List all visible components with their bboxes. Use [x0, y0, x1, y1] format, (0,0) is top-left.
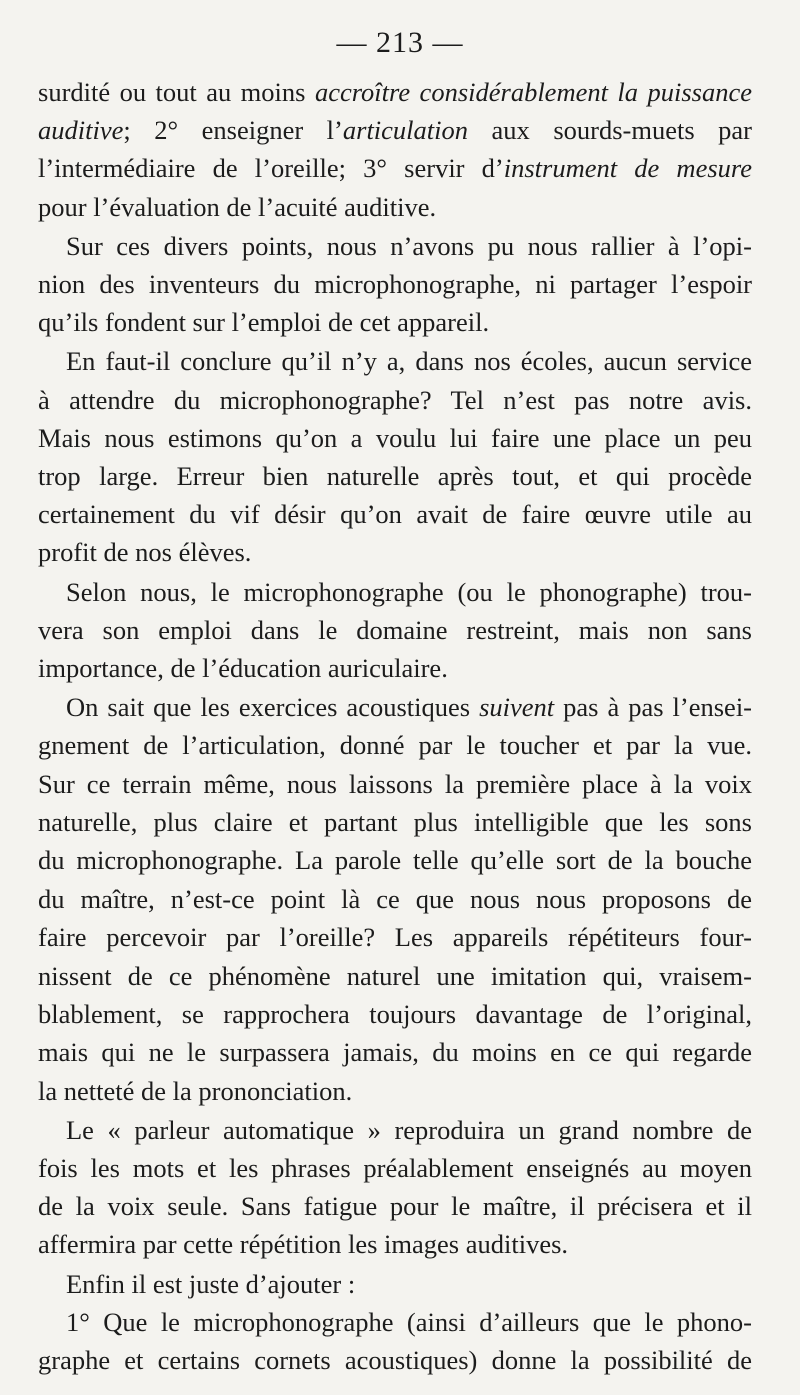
- text-line: qu’ils fondent sur l’emploi de cet appareil.: [38, 307, 490, 337]
- text-line: Selon nous, le microphonographe (ou le phonographe) trou-: [66, 577, 752, 607]
- page-number: — 213 —: [336, 26, 464, 59]
- text-line: à attendre du microphonographe? Tel n’est pas notre avis.: [38, 385, 752, 415]
- text-line: auditive; 2° enseigner l’articulation aux sourds-muets par: [38, 115, 752, 145]
- text-line: importance, de l’éducation auriculaire.: [38, 653, 448, 683]
- text-line: certainement du vif désir qu’on avait de faire œuvre utile au: [38, 499, 752, 529]
- text-line: Enfin il est juste d’ajouter :: [66, 1269, 356, 1299]
- text-line: Le « parleur automatique » reproduira un grand nombre de: [66, 1115, 752, 1145]
- text-line: trop large. Erreur bien naturelle après tout, et qui procède: [38, 461, 752, 491]
- text-line: Mais nous estimons qu’on a voulu lui faire une place un peu: [38, 423, 752, 453]
- text-line: la netteté de la prononciation.: [38, 1076, 353, 1106]
- text-line: affermira par cette répétition les images auditives.: [38, 1229, 569, 1259]
- text-line: On sait que les exercices acoustiques suivent pas à pas l’ensei-: [66, 692, 753, 722]
- text-line: nion des inventeurs du microphonographe, ni partager l’espoir: [38, 269, 752, 299]
- text-line: graphe et certains cornets acoustiques) donne la possibilité de: [38, 1345, 752, 1375]
- text-line: naturelle, plus claire et partant plus intelligible que les sons: [38, 807, 752, 837]
- text-line: profit de nos élèves.: [38, 537, 252, 567]
- text-line: surdité ou tout au moins accroître considérablement la puissance: [38, 77, 752, 107]
- text-line: mais qui ne le surpassera jamais, du moins en ce qui regarde: [38, 1037, 752, 1067]
- text-line: nissent de ce phénomène naturel une imitation qui, vraisem-: [38, 961, 752, 991]
- text-line: l’intermédiaire de l’oreille; 3° servir d’instrument de mesure: [38, 153, 752, 183]
- text-line: pour l’évaluation de l’acuité auditive.: [38, 192, 437, 222]
- text-line: du maître, n’est-ce point là ce que nous nous proposons de: [38, 884, 752, 914]
- text-line: de la voix seule. Sans fatigue pour le maître, il précisera et il: [38, 1191, 752, 1221]
- text-line: Sur ces divers points, nous n’avons pu nous rallier à l’opi-: [66, 231, 752, 261]
- text-line: Sur ce terrain même, nous laissons la première place à la voix: [38, 769, 752, 799]
- text-line: fois les mots et les phrases préalablement enseignés au moyen: [38, 1153, 752, 1183]
- text-line: vera son emploi dans le domaine restreint, mais non sans: [38, 615, 752, 645]
- text-line: En faut-il conclure qu’il n’y a, dans nos écoles, aucun service: [66, 346, 752, 376]
- text-line: 1° Que le microphonographe (ainsi d’ailleurs que le phono-: [66, 1307, 752, 1337]
- text-line: gnement de l’articulation, donné par le toucher et par la vue.: [38, 730, 752, 760]
- text-line: du microphonographe. La parole telle qu’elle sort de la bouche: [38, 845, 752, 875]
- text-line: blablement, se rapprochera toujours davantage de l’original,: [38, 999, 752, 1029]
- text-line: faire percevoir par l’oreille? Les appareils répétiteurs four-: [38, 922, 752, 952]
